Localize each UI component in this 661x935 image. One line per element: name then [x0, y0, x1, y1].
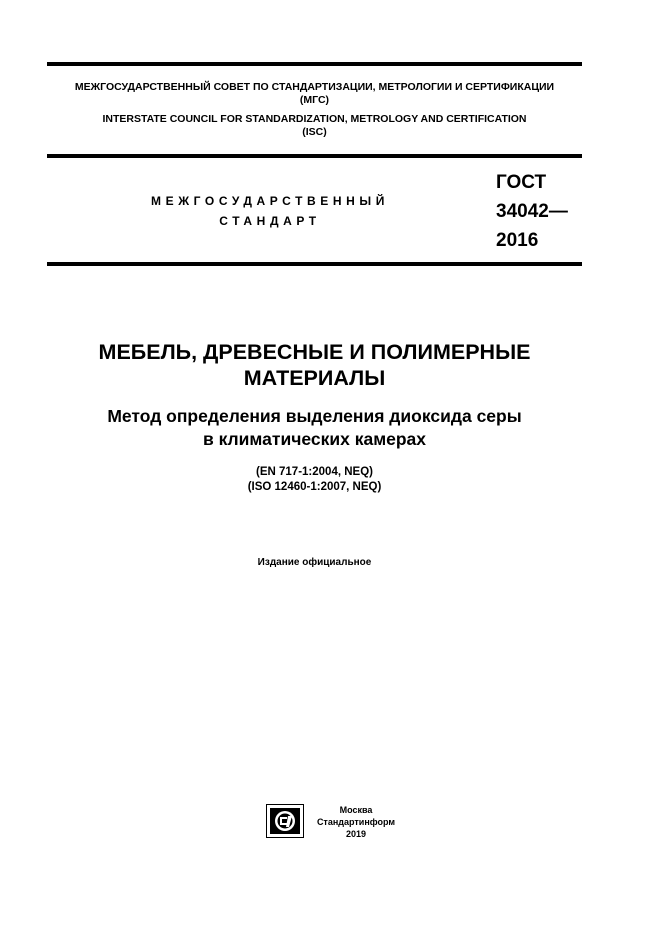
council-en	[47, 113, 582, 139]
standard-label	[100, 191, 440, 231]
title-line1: МЕБЕЛЬ, ДРЕВЕСНЫЕ И ПОЛИМЕРНЫЕ	[98, 340, 531, 364]
top-rule	[47, 62, 582, 66]
standard-label-line2: СТАНДАРТ	[219, 214, 321, 228]
council-ru	[47, 81, 582, 107]
title-line2: МАТЕРИАЛЫ	[243, 366, 386, 390]
publisher-name: Стандартинформ	[316, 817, 396, 827]
council-en-abbr: (ISC)	[302, 126, 327, 138]
reference-iso: (ISO 12460-1:2007, NEQ)	[247, 481, 382, 493]
gost-year: 2016	[496, 230, 539, 251]
council-ru-abbr: (МГС)	[299, 94, 330, 106]
header-rule	[47, 154, 582, 158]
document-title	[47, 339, 582, 391]
council-en-name: INTERSTATE COUNCIL FOR STANDARDIZATION, METROLOGY AND CERTIFICATION	[102, 113, 527, 125]
designation-rule	[47, 262, 582, 266]
publisher-city: Москва	[339, 805, 373, 815]
reference-en: (EN 717-1:2004, NEQ)	[256, 466, 373, 478]
document-subtitle	[47, 405, 582, 451]
subtitle-line1: Метод определения выделения диоксида серы	[107, 406, 522, 426]
international-references	[47, 465, 582, 495]
standard-label-line1: МЕЖГОСУДАРСТВЕННЫЙ	[151, 194, 389, 208]
gost-number	[496, 168, 568, 255]
publisher-block	[308, 804, 404, 840]
publisher-year: 2019	[345, 829, 367, 839]
gost-prefix: ГОСТ	[496, 172, 547, 193]
standartinform-logo-icon	[266, 804, 304, 838]
subtitle-line2: в климатических камерах	[202, 429, 427, 449]
edition-note: Издание официальное	[257, 557, 372, 568]
council-ru-name: МЕЖГОСУДАРСТВЕННЫЙ СОВЕТ ПО СТАНДАРТИЗАЦИИ, МЕТРОЛОГИИ И СЕРТИФИКАЦИИ	[74, 81, 555, 93]
gost-code: 34042—	[496, 201, 568, 222]
